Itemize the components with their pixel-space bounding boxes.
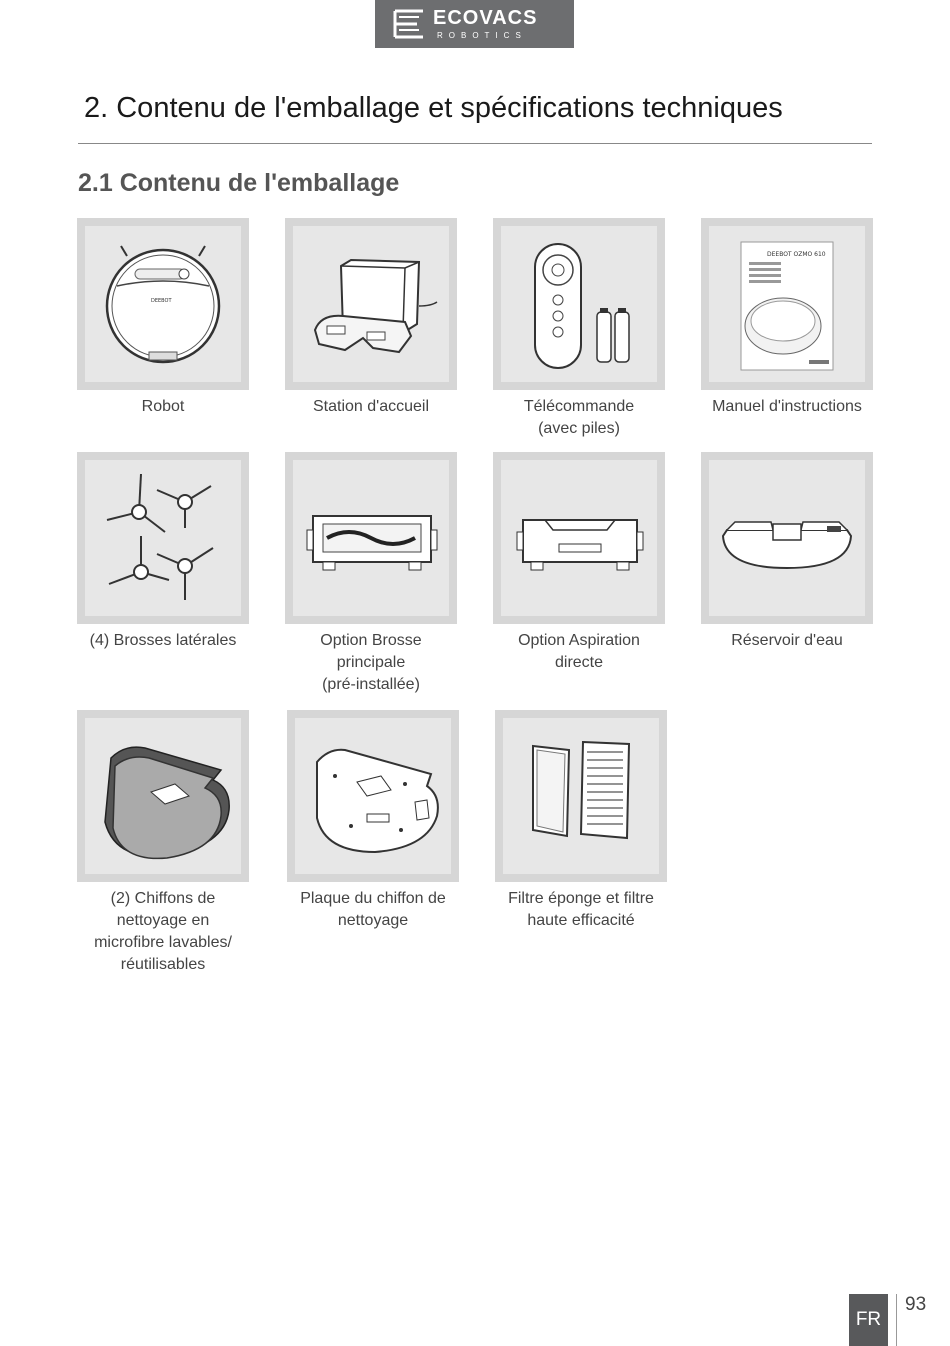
caption-line: Station d'accueil [312,398,429,415]
item-caption [285,396,457,418]
cloth-plate-icon [295,718,451,874]
svg-text:DEEBOT: DEEBOT [151,298,172,304]
item-caption [77,396,249,418]
item-caption [493,396,665,440]
ecovacs-mark-icon [393,9,425,39]
manual-cover-title: DEEBOT OZMO 610 [767,251,826,258]
filters-icon [503,718,659,874]
item-frame [701,452,873,624]
caption-line: haute efficacité [527,912,635,929]
item-caption [495,888,667,932]
item-frame [285,218,457,390]
caption-line: Télécommande [523,398,635,415]
ecovacs-logo [375,0,574,48]
item-frame [493,218,665,390]
caption-line: microfibre lavables/ [94,934,232,951]
caption-line: Réservoir d'eau [731,632,843,649]
title-divider [78,143,872,144]
item-frame [287,710,459,882]
brand-subtitle: ROBOTICS [437,31,527,40]
item-caption [287,888,459,932]
section-title: 2.1 Contenu de l'emballage [78,169,400,197]
caption-line: (2) Chiffons de [110,890,216,907]
caption-line: nettoyage [337,912,409,929]
item-cloth-plate [287,710,459,932]
main-brush-icon [293,460,449,616]
item-frame [701,218,873,390]
item-filters [495,710,667,932]
item-caption [493,630,665,674]
caption-line: Manuel d'instructions [712,398,862,415]
caption-line: réutilisables [120,956,206,973]
water-tank-icon [709,460,865,616]
caption-line: Filtre éponge et filtre [508,890,654,907]
item-frame [77,710,249,882]
item-frame [285,452,457,624]
item-caption [77,888,249,976]
item-main-brush [285,452,457,696]
item-frame [77,218,249,390]
caption-line: (pré-installée) [322,676,420,693]
brand-name: ECOVACS [433,7,538,29]
caption-line: principale [336,654,406,671]
caption-line: nettoyage en [116,912,210,929]
item-side-brushes [77,452,249,652]
item-cleaning-cloths [77,710,249,976]
item-caption [701,630,873,652]
caption-line: Option Aspiration [518,632,640,649]
page-number: 93 [905,1294,927,1315]
direct-suction-icon [501,460,657,616]
item-water-tank [701,452,873,652]
caption-line: (avec piles) [538,420,620,437]
language-tab: FR [849,1294,888,1346]
item-manual [701,218,873,418]
robot-icon [85,226,241,382]
remote-control-icon [501,226,657,382]
page-title: 2. Contenu de l'emballage et spécifications techniques [84,92,783,124]
side-brushes-icon [85,460,241,616]
item-caption [77,630,249,652]
item-charging-dock [285,218,457,418]
caption-line: directe [554,654,604,671]
item-frame [493,452,665,624]
item-robot [77,218,249,418]
item-caption [285,630,457,696]
item-caption [701,396,873,418]
footer-divider [896,1294,897,1346]
caption-line: Robot [141,398,185,415]
cleaning-cloths-icon [85,718,241,874]
item-direct-suction [493,452,665,674]
item-frame [77,452,249,624]
item-remote-control [493,218,665,440]
caption-line: (4) Brosses latérales [89,632,237,649]
caption-line: Option Brosse [320,632,422,649]
manual-icon [709,226,865,382]
caption-line: Plaque du chiffon de [300,890,446,907]
charging-dock-icon [293,226,449,382]
item-frame [495,710,667,882]
